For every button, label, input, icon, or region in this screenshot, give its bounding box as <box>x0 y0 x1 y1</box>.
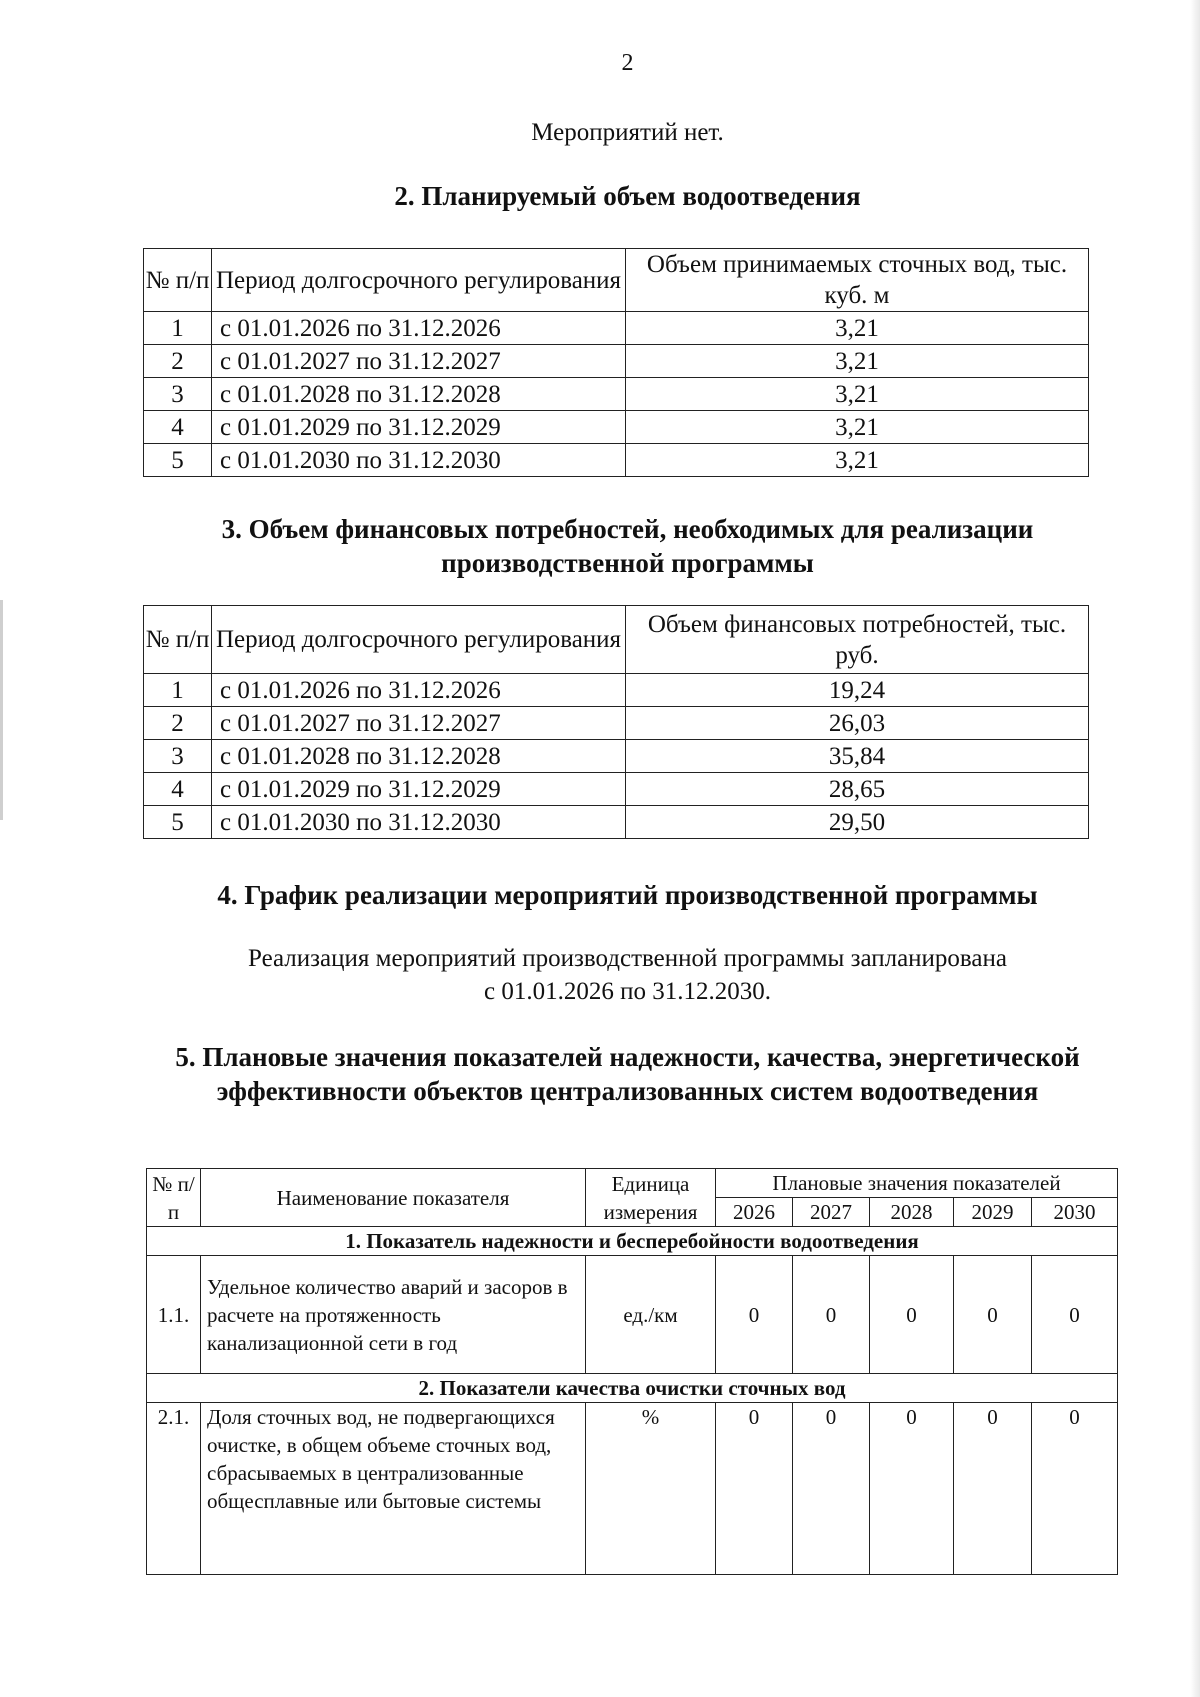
section3-table <box>143 605 1089 839</box>
header-year: 2028 <box>870 1198 954 1227</box>
cell-num: 2.1. <box>147 1403 201 1575</box>
table-row <box>144 411 1089 444</box>
cell-num: 1 <box>144 674 212 707</box>
cell-value-2030: 0 <box>1032 1256 1118 1374</box>
cell-value: 19,24 <box>626 674 1089 707</box>
cell-period: с 01.01.2029 по 31.12.2029 <box>212 411 626 444</box>
header-value: Объем финансовых потребностей, тыс. руб. <box>626 606 1089 674</box>
cell-value: 28,65 <box>626 773 1089 806</box>
cell-num: 5 <box>144 444 212 477</box>
section5-title-line1: 5. Плановые значения показателей надежности, качества, энергетической <box>175 1042 1080 1072</box>
cell-value: 26,03 <box>626 707 1089 740</box>
section3-title <box>0 512 1200 580</box>
table-header-row <box>147 1169 1118 1198</box>
header-num: № п/п <box>147 1169 201 1227</box>
cell-num: 2 <box>144 707 212 740</box>
table-row <box>147 1256 1118 1374</box>
table-row <box>144 312 1089 345</box>
cell-period: с 01.01.2030 по 31.12.2030 <box>212 444 626 477</box>
cell-period: с 01.01.2029 по 31.12.2029 <box>212 773 626 806</box>
cell-period: с 01.01.2026 по 31.12.2026 <box>212 674 626 707</box>
section2-table <box>143 248 1089 477</box>
cell-value-2027: 0 <box>793 1256 870 1374</box>
cell-value: 3,21 <box>626 345 1089 378</box>
header-num: № п/п <box>144 249 212 312</box>
cell-value: 35,84 <box>626 740 1089 773</box>
cell-value-2028: 0 <box>870 1256 954 1374</box>
cell-period: с 01.01.2026 по 31.12.2026 <box>212 312 626 345</box>
cell-unit: % <box>586 1403 716 1575</box>
header-period: Период долгосрочного регулирования <box>212 606 626 674</box>
header-num: № п/п <box>144 606 212 674</box>
cell-period: с 01.01.2030 по 31.12.2030 <box>212 806 626 839</box>
cell-indicator-name: Удельное количество аварий и засоров в расчете на протяженность канализационной сети в год <box>201 1256 586 1374</box>
cell-period: с 01.01.2028 по 31.12.2028 <box>212 740 626 773</box>
scan-right-edge-shadow <box>1190 0 1200 1697</box>
header-period: Период долгосрочного регулирования <box>212 249 626 312</box>
cell-num: 5 <box>144 806 212 839</box>
cell-num: 3 <box>144 740 212 773</box>
section4-text-line1: Реализация мероприятий производственной программы запланирована <box>248 945 1007 972</box>
cell-num: 4 <box>144 411 212 444</box>
cell-value: 3,21 <box>626 444 1089 477</box>
table-row <box>144 707 1089 740</box>
section5-title-line2: эффективности объектов централизованных систем водоотведения <box>216 1076 1039 1106</box>
table-header-row <box>144 249 1089 312</box>
cell-value-2026: 0 <box>716 1403 793 1575</box>
section3-title-line1: 3. Объем финансовых потребностей, необходимых для реализации <box>221 514 1034 544</box>
cell-value-2029: 0 <box>954 1403 1032 1575</box>
scan-left-edge-mark <box>0 600 3 820</box>
table-header-row <box>144 606 1089 674</box>
intro-text: Мероприятий нет. <box>531 119 724 146</box>
section4-text-line2: с 01.01.2026 по 31.12.2030. <box>484 978 771 1005</box>
cell-period: с 01.01.2028 по 31.12.2028 <box>212 378 626 411</box>
cell-value: 29,50 <box>626 806 1089 839</box>
group-title: 1. Показатель надежности и бесперебойности водоотведения <box>147 1227 1118 1256</box>
cell-value-2026: 0 <box>716 1256 793 1374</box>
section2-title: 2. Планируемый объем водоотведения <box>394 181 861 211</box>
cell-period: с 01.01.2027 по 31.12.2027 <box>212 345 626 378</box>
group-title-row <box>147 1227 1118 1256</box>
cell-value-2030: 0 <box>1032 1403 1118 1575</box>
header-year: 2030 <box>1032 1198 1118 1227</box>
header-year: 2029 <box>954 1198 1032 1227</box>
header-year: 2027 <box>793 1198 870 1227</box>
cell-period: с 01.01.2027 по 31.12.2027 <box>212 707 626 740</box>
cell-value-2029: 0 <box>954 1256 1032 1374</box>
section4-title: 4. График реализации мероприятий производственной программы <box>217 880 1038 910</box>
table-row <box>144 345 1089 378</box>
header-year: 2026 <box>716 1198 793 1227</box>
cell-num: 1.1. <box>147 1256 201 1374</box>
cell-num: 2 <box>144 345 212 378</box>
table-row <box>147 1403 1118 1575</box>
cell-value-2027: 0 <box>793 1403 870 1575</box>
header-unit: Единица измерения <box>586 1169 716 1227</box>
cell-num: 3 <box>144 378 212 411</box>
cell-value: 3,21 <box>626 411 1089 444</box>
table-row <box>144 773 1089 806</box>
cell-num: 1 <box>144 312 212 345</box>
table-row <box>144 674 1089 707</box>
section3-title-line2: производственной программы <box>441 548 814 578</box>
table-row <box>144 378 1089 411</box>
cell-indicator-name: Доля сточных вод, не подвергающихся очистке, в общем объеме сточных вод, сбрасываемых в централизованные общесплавные или бытовые системы <box>201 1403 586 1575</box>
section5-title <box>0 1040 1200 1108</box>
section5-table <box>146 1168 1118 1575</box>
page-number: 2 <box>621 50 634 76</box>
table-row <box>144 806 1089 839</box>
table-row <box>144 740 1089 773</box>
section4-text <box>0 942 1200 1008</box>
cell-value: 3,21 <box>626 312 1089 345</box>
cell-value-2028: 0 <box>870 1403 954 1575</box>
header-name: Наименование показателя <box>201 1169 586 1227</box>
cell-num: 4 <box>144 773 212 806</box>
header-value: Объем принимаемых сточных вод, тыс. куб. м <box>626 249 1089 312</box>
cell-value: 3,21 <box>626 378 1089 411</box>
header-plan: Плановые значения показателей <box>716 1169 1118 1198</box>
table-row <box>144 444 1089 477</box>
cell-unit: ед./км <box>586 1256 716 1374</box>
group-title-row <box>147 1374 1118 1403</box>
group-title: 2. Показатели качества очистки сточных вод <box>147 1374 1118 1403</box>
